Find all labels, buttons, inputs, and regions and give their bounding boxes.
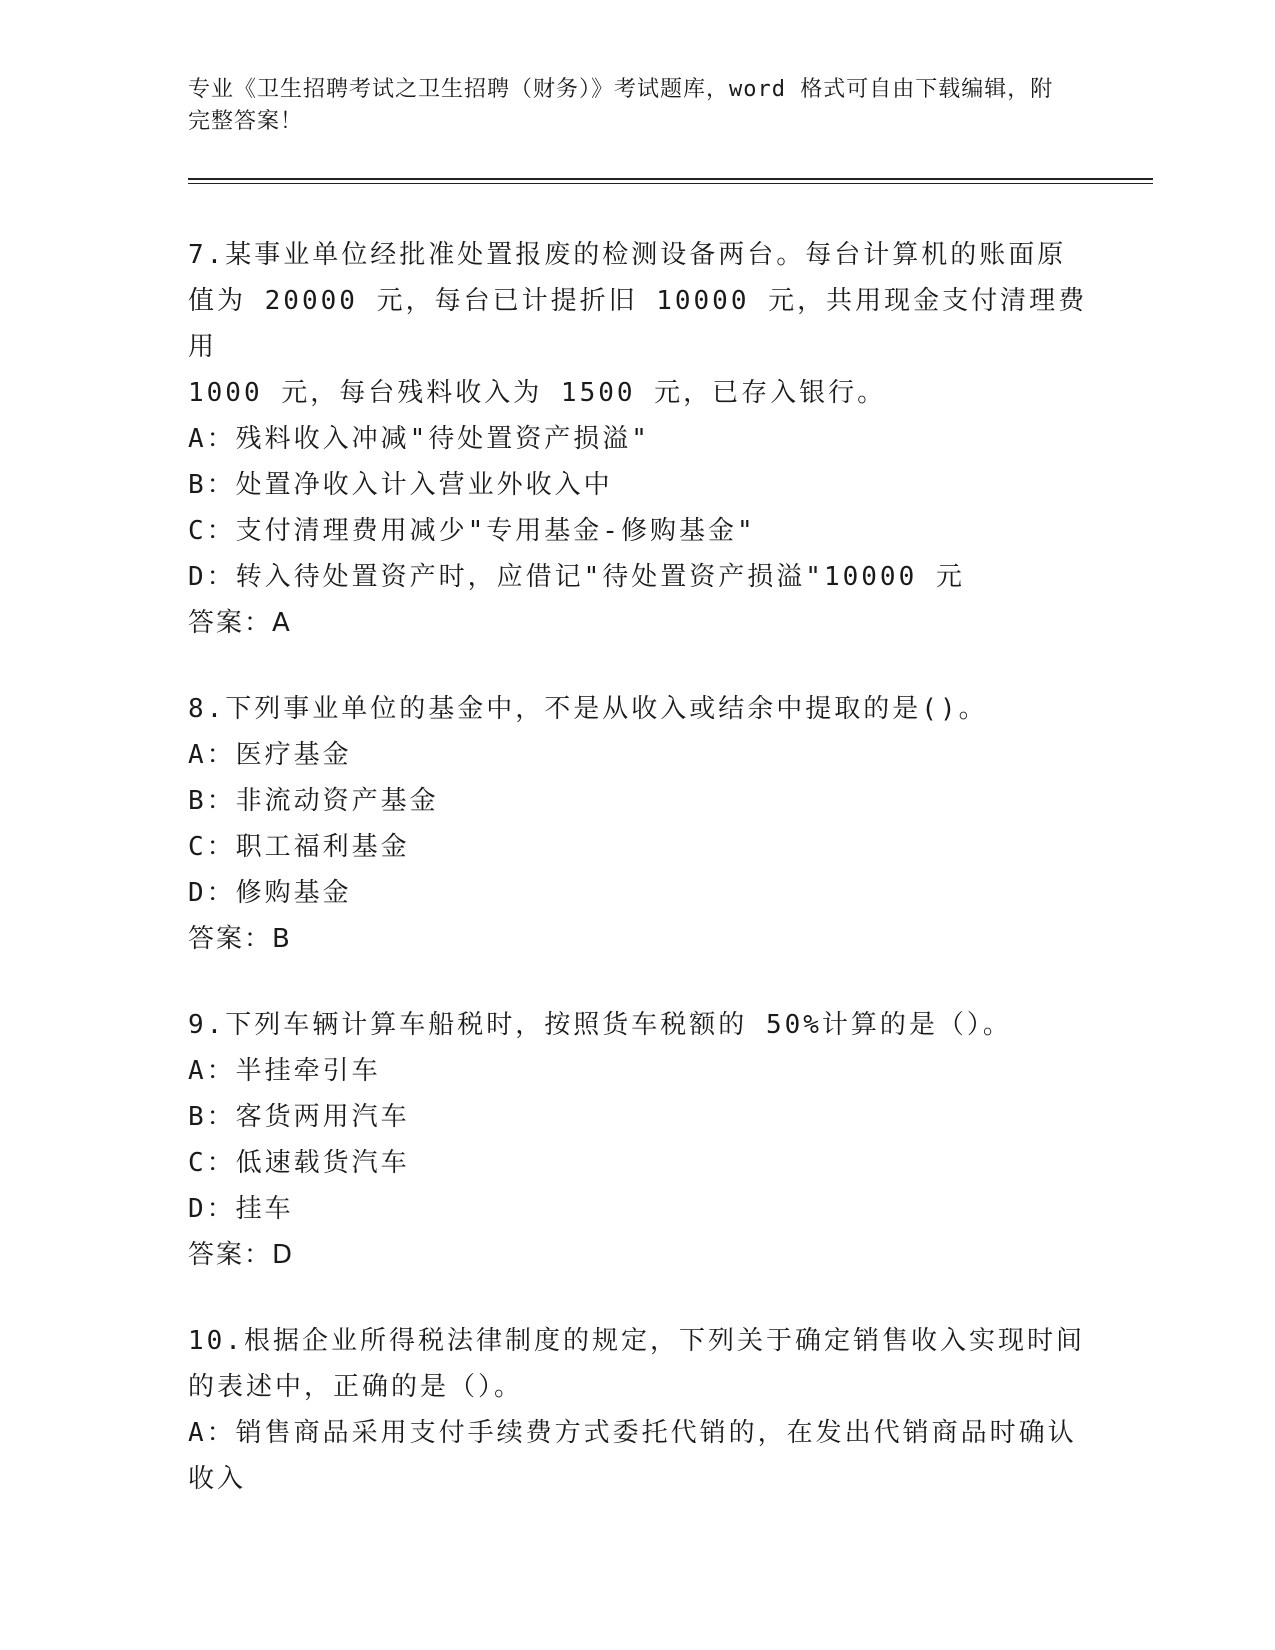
answer: 答案：A <box>188 608 292 638</box>
question-10 <box>188 1318 1088 1502</box>
header-divider <box>188 178 1153 184</box>
option-d: D：挂车 <box>188 1194 294 1224</box>
option-b: B：处置净收入计入营业外收入中 <box>188 470 613 500</box>
question-stem-line: 10.根据企业所得税法律制度的规定，下列关于确定销售收入实现时间 <box>188 1326 1085 1356</box>
option-d: D：修购基金 <box>188 878 352 908</box>
option-a: A：销售商品采用支付手续费方式委托代销的，在发出代销商品时确认 <box>188 1418 1077 1448</box>
page-header <box>188 74 1068 138</box>
option-a: A：医疗基金 <box>188 740 352 770</box>
question-stem-line: 的表述中，正确的是（）。 <box>188 1372 524 1402</box>
option-b: B：非流动资产基金 <box>188 786 439 816</box>
question-stem-line: 值为 20000 元，每台已计提折旧 10000 元，共用现金支付清理费用 <box>188 286 1088 362</box>
option-c: C：低速载货汽车 <box>188 1148 410 1178</box>
answer: 答案：D <box>188 1240 295 1270</box>
header-text: 专业《卫生招聘考试之卫生招聘（财务）》考试题库，word 格式可自由下载编辑，附完整答案！ <box>188 77 1054 134</box>
option-d: D：转入待处置资产时，应借记"待处置资产损溢"10000 元 <box>188 562 965 592</box>
option-a: A：半挂牵引车 <box>188 1056 381 1086</box>
question-stem-line: 7.某事业单位经批准处置报废的检测设备两台。每台计算机的账面原 <box>188 240 1067 270</box>
option-a-continued: 收入 <box>188 1464 247 1494</box>
question-stem-line: 9.下列车辆计算车船税时，按照货车税额的 50%计算的是（）。 <box>188 1010 1012 1040</box>
option-b: B：客货两用汽车 <box>188 1102 410 1132</box>
question-list <box>188 232 1088 1542</box>
question-7 <box>188 232 1088 646</box>
option-a: A：残料收入冲减"待处置资产损溢" <box>188 424 650 454</box>
question-9 <box>188 1002 1088 1278</box>
option-c: C：支付清理费用减少"专用基金-修购基金" <box>188 516 756 546</box>
answer: 答案：B <box>188 924 292 954</box>
question-8 <box>188 686 1088 962</box>
option-c: C：职工福利基金 <box>188 832 410 862</box>
question-stem-line: 8.下列事业单位的基金中，不是从收入或结余中提取的是()。 <box>188 694 988 724</box>
question-stem-line: 1000 元，每台残料收入为 1500 元，已存入银行。 <box>188 378 887 408</box>
